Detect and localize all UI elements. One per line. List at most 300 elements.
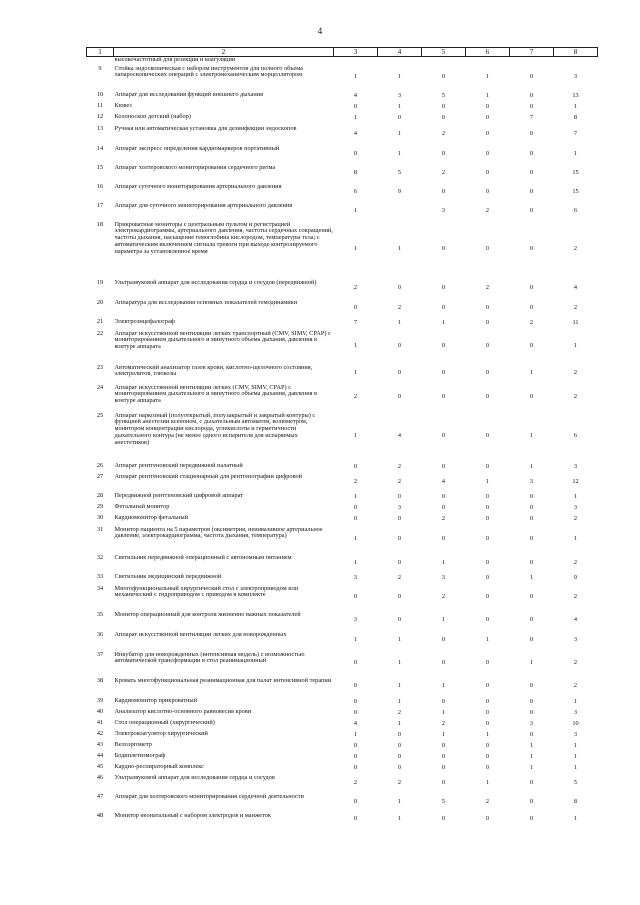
- value-cell: 0: [529, 682, 534, 690]
- value-cell: 1: [485, 477, 490, 485]
- value-cell: 1: [353, 730, 358, 738]
- value-cell: 1: [573, 697, 578, 705]
- value-cell: 6: [573, 432, 578, 440]
- value-cell: 1: [529, 752, 534, 760]
- equipment-name: Аппарат холтеровского мониторирования сердечного ритма: [114, 163, 276, 171]
- value-cell: 0: [441, 741, 446, 749]
- value-cell: 0: [529, 815, 534, 823]
- value-cell: 1: [573, 342, 578, 350]
- value-cell: 1: [353, 245, 358, 253]
- row-number: 30: [96, 513, 104, 521]
- value-cell: 0: [485, 303, 490, 311]
- value-cell: 2: [573, 369, 578, 377]
- row-number: 39: [96, 696, 104, 704]
- equipment-name: Аппарат искусственной вентиляции легких для новорожденных: [114, 630, 287, 638]
- value-cell: 8: [353, 168, 358, 176]
- equipment-name: Аппарат искусственной вентиляции легких (CMV, SIMV, CPAP) с мониторированием дыхательного и минутного объема дыхания, давления в контуре аппарата: [114, 383, 318, 405]
- equipment-name: Аппарат экспресс определения кардиомаркеров портативный: [114, 144, 280, 152]
- value-cell: 0: [353, 752, 358, 760]
- value-cell: 1: [573, 741, 578, 749]
- value-cell: 0: [441, 73, 446, 81]
- row-number: 18: [96, 220, 104, 228]
- value-cell: 0: [529, 492, 534, 500]
- value-cell: 4: [441, 477, 446, 485]
- value-cell: 0: [485, 369, 490, 377]
- value-cell: 0: [485, 763, 490, 771]
- value-cell: 0: [529, 558, 534, 566]
- value-cell: 0: [353, 149, 358, 157]
- value-cell: [554, 57, 598, 65]
- value-cell: 3: [353, 616, 358, 624]
- value-cell: 0: [529, 102, 534, 110]
- value-cell: 0: [353, 741, 358, 749]
- value-cell: 2: [353, 284, 358, 292]
- table-row: [87, 164, 598, 183]
- value-cell: 5: [441, 797, 446, 805]
- equipment-name: Многофункциональный хирургический стол с электроприводом или механический с гидроприводом с приводом в комплекте: [114, 584, 299, 599]
- table-row: [87, 752, 598, 763]
- value-cell: 0: [441, 636, 446, 644]
- equipment-name: Аппарат искусственной вентиляции легких транспортный (CMV, SIMV, CPAP) с мониторированием дыхательного и минутного объема дыхания, давления в контуре аппарата: [114, 329, 331, 351]
- value-cell: 1: [353, 558, 358, 566]
- value-cell: 0: [485, 393, 490, 401]
- value-cell: 1: [353, 492, 358, 500]
- equipment-name: Стол операционный (хирургический): [114, 718, 215, 726]
- value-cell: 0: [397, 284, 402, 292]
- row-number: 27: [96, 472, 104, 480]
- value-cell: 2: [485, 284, 490, 292]
- value-cell: 1: [573, 763, 578, 771]
- table-row: [87, 462, 598, 473]
- value-cell: 0: [485, 168, 490, 176]
- row-number: 41: [96, 718, 104, 726]
- value-cell: 15: [572, 168, 579, 176]
- value-cell: 2: [353, 393, 358, 401]
- value-cell: 1: [529, 432, 534, 440]
- value-cell: 1: [441, 682, 446, 690]
- value-cell: 1: [529, 369, 534, 377]
- value-cell: 0: [397, 535, 402, 543]
- value-cell: 1: [397, 797, 402, 805]
- row-number: 29: [96, 502, 104, 510]
- value-cell: 0: [441, 102, 446, 110]
- equipment-name: Стойка эндоскопическая с набором инструментов для полного объема лапароскопических операций с электромеханическим морцеллятором: [114, 64, 303, 79]
- value-cell: 1: [441, 319, 446, 327]
- value-cell: 1: [353, 432, 358, 440]
- value-cell: 0: [529, 342, 534, 350]
- value-cell: 2: [573, 682, 578, 690]
- value-cell: 0: [353, 659, 358, 667]
- value-cell: 0: [529, 593, 534, 601]
- row-number: 32: [96, 553, 104, 561]
- table-row: [87, 102, 598, 113]
- equipment-name: Кардио-респираторный комплекс: [114, 762, 204, 770]
- value-cell: 1: [397, 719, 402, 727]
- row-number: 11: [96, 101, 104, 109]
- value-cell: 7: [353, 319, 358, 327]
- row-number: 21: [96, 317, 104, 325]
- equipment-name: Электроэнцефалограф: [114, 317, 175, 325]
- table-row: [87, 677, 598, 697]
- value-cell: 1: [397, 815, 402, 823]
- table-row: [87, 125, 598, 145]
- table-row: [87, 145, 598, 164]
- value-cell: 0: [441, 778, 446, 786]
- value-cell: 1: [397, 659, 402, 667]
- value-cell: 12: [572, 477, 579, 485]
- equipment-name: Ультразвуковой аппарат для исследования сердца и сосудов: [114, 773, 275, 781]
- value-cell: 0: [485, 682, 490, 690]
- header-cell: 1: [87, 48, 114, 57]
- row-number: 25: [96, 411, 104, 419]
- value-cell: 1: [397, 245, 402, 253]
- value-cell: 0: [397, 515, 402, 523]
- equipment-name: Аппарат наркозный (полуоткрытый, полузакрытый и закрытый контуры) с функцией анестезии ксеноном, с дыхательным автоматом, волюметром, монитором концентрации кислорода, углекислоты и герметичности дыхательного контура (не менее одного испарителя для испаряемых анестетиков): [114, 411, 316, 446]
- value-cell: 0: [485, 245, 490, 253]
- table-row: [87, 473, 598, 492]
- value-cell: 3: [573, 73, 578, 81]
- value-cell: 1: [353, 636, 358, 644]
- value-cell: [334, 57, 378, 65]
- value-cell: 0: [485, 752, 490, 760]
- value-cell: 3: [353, 574, 358, 582]
- value-cell: 2: [397, 574, 402, 582]
- value-cell: 1: [573, 492, 578, 500]
- value-cell: 0: [529, 730, 534, 738]
- value-cell: 1: [573, 535, 578, 543]
- value-cell: 0: [441, 393, 446, 401]
- value-cell: 1: [573, 815, 578, 823]
- value-cell: 0: [441, 342, 446, 350]
- value-cell: 1: [573, 102, 578, 110]
- value-cell: 0: [353, 102, 358, 110]
- value-cell: 4: [353, 91, 358, 99]
- row-number: 38: [96, 676, 104, 684]
- value-cell: 3: [397, 503, 402, 511]
- row-number: 37: [96, 650, 104, 658]
- equipment-name: Монитор операционный для контроля жизненно важных показателей: [114, 610, 301, 618]
- value-cell: 0: [353, 303, 358, 311]
- value-cell: 1: [485, 778, 490, 786]
- value-cell: 3: [573, 708, 578, 716]
- value-cell: 2: [573, 558, 578, 566]
- value-cell: 1: [397, 697, 402, 705]
- header-cell: 2: [114, 48, 334, 57]
- row-number: 33: [96, 572, 104, 580]
- value-cell: 1: [485, 636, 490, 644]
- value-cell: 1: [485, 730, 490, 738]
- page-number: 4: [317, 26, 323, 36]
- table-row: [87, 113, 598, 125]
- table-body: [87, 57, 598, 828]
- value-cell: 2: [397, 462, 402, 470]
- value-cell: 0: [529, 636, 534, 644]
- row-number: 16: [96, 182, 104, 190]
- value-cell: 2: [441, 719, 446, 727]
- row-number: 34: [96, 584, 104, 592]
- value-cell: 0: [485, 319, 490, 327]
- value-cell: 0: [353, 815, 358, 823]
- value-cell: 0: [529, 708, 534, 716]
- table-row: [87, 708, 598, 719]
- value-cell: 4: [573, 616, 578, 624]
- value-cell: 3: [397, 91, 402, 99]
- value-cell: 5: [441, 91, 446, 99]
- value-cell: 2: [397, 303, 402, 311]
- table-row: [87, 221, 598, 279]
- value-cell: 0: [529, 503, 534, 511]
- row-number: 14: [96, 144, 104, 152]
- value-cell: 0: [441, 535, 446, 543]
- value-cell: 0: [485, 708, 490, 716]
- value-cell: 1: [485, 73, 490, 81]
- value-cell: 3: [529, 719, 534, 727]
- header-cell: 4: [378, 48, 422, 57]
- value-cell: 2: [573, 303, 578, 311]
- value-cell: 0: [441, 697, 446, 705]
- value-cell: 0: [441, 284, 446, 292]
- equipment-name: Кардиомонитор фетальный: [114, 513, 189, 521]
- value-cell: 1: [397, 682, 402, 690]
- value-cell: [378, 202, 422, 221]
- table-row: [87, 57, 598, 65]
- value-cell: 1: [353, 535, 358, 543]
- value-cell: 0: [441, 303, 446, 311]
- row-number: 45: [96, 762, 104, 770]
- value-cell: [422, 57, 466, 65]
- table-row: [87, 651, 598, 677]
- row-number: 17: [96, 201, 104, 209]
- value-cell: 0: [397, 752, 402, 760]
- row-number: 35: [96, 610, 104, 618]
- value-cell: 0: [397, 593, 402, 601]
- value-cell: 1: [397, 319, 402, 327]
- equipment-name: Колоноскоп детский (набор): [114, 112, 191, 120]
- value-cell: 1: [573, 752, 578, 760]
- value-cell: 0: [353, 763, 358, 771]
- equipment-name: Аппарат для холтеровского мониторирования сердечной деятельности: [114, 792, 304, 800]
- value-cell: 0: [441, 245, 446, 253]
- row-number: 15: [96, 163, 104, 171]
- table-row: [87, 526, 598, 554]
- value-cell: 0: [397, 342, 402, 350]
- value-cell: 0: [441, 432, 446, 440]
- equipment-name: Электрокоагулятор хирургический: [114, 729, 208, 737]
- value-cell: 2: [485, 206, 490, 214]
- value-cell: 0: [397, 730, 402, 738]
- value-cell: 1: [529, 741, 534, 749]
- value-cell: 2: [573, 515, 578, 523]
- value-cell: 0: [485, 741, 490, 749]
- value-cell: 0: [441, 659, 446, 667]
- value-cell: 1: [353, 114, 358, 122]
- value-cell: 0: [353, 462, 358, 470]
- row-number: [87, 57, 114, 65]
- value-cell: 5: [573, 778, 578, 786]
- value-cell: 9: [573, 574, 578, 582]
- equipment-name: Аппарат для суточного мониторирования артериального давления: [114, 201, 293, 209]
- table-row: [87, 91, 598, 102]
- table-row: [87, 611, 598, 631]
- value-cell: 1: [441, 616, 446, 624]
- value-cell: 1: [353, 342, 358, 350]
- header-cell: 6: [466, 48, 510, 57]
- header-cell: 3: [334, 48, 378, 57]
- table-row: [87, 514, 598, 526]
- value-cell: 0: [529, 284, 534, 292]
- equipment-name: Прикроватные мониторы с центральным пультом и регистрацией электрокардиограммы, артериального давления, частоты сердечных сокращений, частоты дыхания, насыщение гемоглобина кислородом, температуры тела; с автоматическим включением сигнала тревоги при выходе контролируемого параметра за установленное время: [114, 220, 333, 255]
- table-row: [87, 585, 598, 611]
- value-cell: 0: [353, 708, 358, 716]
- value-cell: 0: [485, 719, 490, 727]
- row-number: 36: [96, 630, 104, 638]
- value-cell: 4: [397, 432, 402, 440]
- value-cell: 0: [485, 616, 490, 624]
- value-cell: 3: [529, 477, 534, 485]
- row-number: 31: [96, 525, 104, 533]
- value-cell: 15: [572, 187, 579, 195]
- table-row: [87, 503, 598, 514]
- row-number: 28: [96, 491, 104, 499]
- equipment-name: Аппарат суточного мониторирования артериального давления: [114, 182, 282, 190]
- value-cell: [510, 57, 554, 65]
- row-number: 40: [96, 707, 104, 715]
- value-cell: 2: [353, 778, 358, 786]
- value-cell: 0: [441, 503, 446, 511]
- value-cell: 5: [397, 168, 402, 176]
- value-cell: 0: [529, 393, 534, 401]
- value-cell: 0: [529, 149, 534, 157]
- value-cell: 0: [397, 763, 402, 771]
- value-cell: 0: [485, 593, 490, 601]
- value-cell: 3: [573, 636, 578, 644]
- value-cell: 1: [529, 659, 534, 667]
- table-row: [87, 384, 598, 412]
- table-row: [87, 412, 598, 462]
- table-row: [87, 793, 598, 812]
- equipment-name: Аппарат для исследования функций внешнего дыхания: [114, 90, 263, 98]
- value-cell: 2: [441, 593, 446, 601]
- equipment-name: Аппарат рентгеновский стационарный для рентгенографии цифровой: [114, 472, 303, 480]
- row-number: 42: [96, 729, 104, 737]
- table-row: [87, 299, 598, 318]
- table-row: [87, 774, 598, 793]
- row-number: 46: [96, 773, 104, 781]
- value-cell: 1: [397, 102, 402, 110]
- value-cell: 2: [397, 477, 402, 485]
- value-cell: 3: [573, 503, 578, 511]
- equipment-name: Велоэргометр: [114, 740, 152, 748]
- equipment-name: Фетальный монитор: [114, 502, 170, 510]
- value-cell: 4: [573, 284, 578, 292]
- value-cell: 1: [353, 369, 358, 377]
- value-cell: 0: [485, 574, 490, 582]
- value-cell: 0: [485, 187, 490, 195]
- value-cell: 1: [529, 763, 534, 771]
- value-cell: 8: [573, 114, 578, 122]
- header-cell: 8: [554, 48, 598, 57]
- value-cell: [378, 57, 422, 65]
- value-cell: 0: [397, 558, 402, 566]
- table-row: [87, 554, 598, 573]
- row-number: 19: [96, 278, 104, 286]
- value-cell: 0: [485, 558, 490, 566]
- row-number: 24: [96, 383, 104, 391]
- value-cell: 0: [529, 778, 534, 786]
- value-cell: 2: [573, 593, 578, 601]
- value-cell: 0: [529, 73, 534, 81]
- value-cell: 0: [397, 616, 402, 624]
- table-row: [87, 65, 598, 91]
- value-cell: 2: [573, 659, 578, 667]
- value-cell: 1: [485, 91, 490, 99]
- equipment-name: Монитор неонатальный с набором электродов и манжеток: [114, 811, 271, 819]
- value-cell: 1: [529, 462, 534, 470]
- value-cell: 0: [353, 682, 358, 690]
- table-row: [87, 202, 598, 221]
- value-cell: 0: [353, 515, 358, 523]
- value-cell: 0: [485, 130, 490, 138]
- value-cell: 0: [485, 432, 490, 440]
- value-cell: 0: [529, 616, 534, 624]
- row-number: 9: [98, 64, 102, 72]
- row-number: 23: [96, 363, 104, 371]
- header-cell: 7: [510, 48, 554, 57]
- equipment-name: Ультразвуковой аппарат для исследования сердца и сосудов (передвижной): [114, 278, 317, 286]
- row-number: 12: [96, 112, 104, 120]
- value-cell: 0: [485, 659, 490, 667]
- value-cell: 3: [441, 206, 446, 214]
- equipment-name: Бодиплетизмограф: [114, 751, 166, 759]
- value-cell: 2: [485, 797, 490, 805]
- value-cell: 0: [353, 797, 358, 805]
- equipment-name: Светильник передвижной операционный с автономным питанием: [114, 553, 292, 561]
- value-cell: 0: [441, 149, 446, 157]
- value-cell: 0: [485, 462, 490, 470]
- equipment-name: Инкубатор для новорожденных (интенсивная модель) с возможностью автоматической трансформации в стол реанимационный: [114, 650, 305, 665]
- value-cell: 0: [397, 369, 402, 377]
- value-cell: 0: [485, 102, 490, 110]
- value-cell: 0: [485, 149, 490, 157]
- value-cell: 1: [441, 558, 446, 566]
- equipment-name: Автоматический анализатор газов крови, кислотно-щелочного состояния, электролитов, глюкозы: [114, 363, 313, 378]
- equipment-table: [86, 47, 598, 828]
- row-number: 26: [96, 461, 104, 469]
- table-row: [87, 741, 598, 752]
- table-row: [87, 730, 598, 741]
- table-row: [87, 318, 598, 330]
- value-cell: 9: [397, 187, 402, 195]
- value-cell: 0: [485, 503, 490, 511]
- table-row: [87, 763, 598, 774]
- row-number: 22: [96, 329, 104, 337]
- value-cell: 0: [441, 369, 446, 377]
- value-cell: 0: [397, 492, 402, 500]
- table-row: [87, 330, 598, 364]
- value-cell: 3: [573, 462, 578, 470]
- value-cell: 0: [441, 114, 446, 122]
- table-row: [87, 697, 598, 708]
- equipment-name: Аппаратура для исследования основных показателей гемодинамики: [114, 298, 298, 306]
- value-cell: 1: [441, 708, 446, 716]
- value-cell: 0: [397, 114, 402, 122]
- equipment-name: высокочастотный для резекции и коагуляции: [114, 56, 236, 63]
- value-cell: 6: [573, 206, 578, 214]
- value-cell: 1: [353, 73, 358, 81]
- value-cell: 11: [572, 319, 579, 327]
- value-cell: 0: [485, 492, 490, 500]
- value-cell: [466, 57, 510, 65]
